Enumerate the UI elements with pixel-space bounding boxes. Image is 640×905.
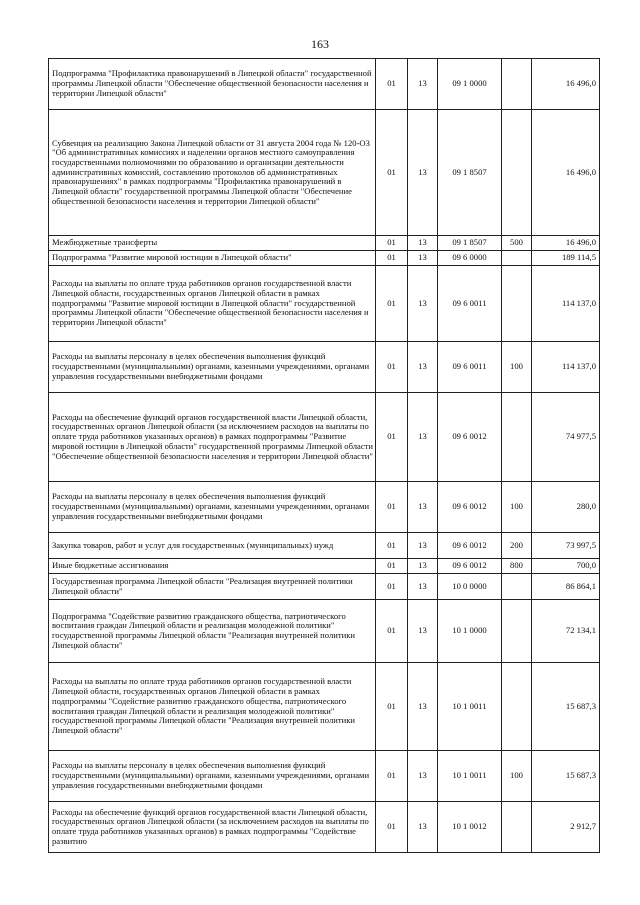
expense-name-cell: Расходы на обеспечение функций органов государственной власти Липецкой области, государственных органов Липецкой области (за исключением расходов на выплаты по оплате труда работников указанных органов) в рамках подпрограммы "Развитие мировой юстиции в Липецкой области" государственной программы Липецкой области "Обеспечение общественной безопасности населения и территории Липецкой области" (49, 393, 376, 482)
expense-type-cell (502, 802, 532, 853)
subsection-code-cell: 13 (408, 236, 438, 251)
target-article-cell: 10 1 0012 (438, 802, 502, 853)
amount-cell: 74 977,5 (532, 393, 600, 482)
amount-cell: 15 687,3 (532, 663, 600, 751)
subsection-code-cell: 13 (408, 559, 438, 574)
target-article-cell: 09 1 8507 (438, 236, 502, 251)
target-article-cell: 09 6 0011 (438, 342, 502, 393)
section-code-cell: 01 (376, 802, 408, 853)
subsection-code-cell: 13 (408, 393, 438, 482)
budget-table-body (49, 59, 600, 853)
subsection-code-cell: 13 (408, 600, 438, 663)
expense-name-cell: Расходы на выплаты по оплате труда работников органов государственной власти Липецкой области, государственных органов Липецкой области в рамках подпрограммы "Содействие развитию гражданского общества, патриотического воспитания граждан Липецкой области и реализация молодежной политики" государственной программы Липецкой области "Реализация внутренней политики Липецкой области" (49, 663, 376, 751)
amount-cell: 16 496,0 (532, 59, 600, 110)
expense-name-cell: Межбюджетные трансферты (49, 236, 376, 251)
table-row (49, 559, 600, 574)
expense-type-cell (502, 110, 532, 236)
expense-name-cell: Расходы на обеспечение функций органов государственной власти Липецкой области, государственных органов Липецкой области (за исключением расходов на выплаты по оплате труда работников указанных органов) в рамках подпрограммы "Содействие развитию (49, 802, 376, 853)
target-article-cell: 10 1 0011 (438, 751, 502, 802)
amount-cell: 72 134,1 (532, 600, 600, 663)
target-article-cell: 09 1 0000 (438, 59, 502, 110)
target-article-cell: 10 1 0000 (438, 600, 502, 663)
amount-cell: 114 137,0 (532, 266, 600, 342)
subsection-code-cell: 13 (408, 251, 438, 266)
amount-cell: 700,0 (532, 559, 600, 574)
amount-cell: 86 864,1 (532, 574, 600, 600)
expense-type-cell: 800 (502, 559, 532, 574)
expense-name-cell: Субвенция на реализацию Закона Липецкой области от 31 августа 2004 года № 120-ОЗ "Об административных комиссиях и наделении органов местного самоуправления государственными полномочиями по образованию и организации деятельности административных комиссий, составлению протоколов об административных правонарушениях" в рамках подпрограммы "Профилактика правонарушений в Липецкой области" государственной программы Липецкой области "Обеспечение общественной безопасности населения и территории Липецкой области" (49, 110, 376, 236)
section-code-cell: 01 (376, 663, 408, 751)
amount-cell: 16 496,0 (532, 110, 600, 236)
section-code-cell: 01 (376, 533, 408, 559)
section-code-cell: 01 (376, 559, 408, 574)
table-row (49, 110, 600, 236)
expense-type-cell: 100 (502, 751, 532, 802)
target-article-cell: 09 6 0012 (438, 559, 502, 574)
expense-type-cell (502, 266, 532, 342)
section-code-cell: 01 (376, 266, 408, 342)
section-code-cell: 01 (376, 59, 408, 110)
expense-type-cell: 500 (502, 236, 532, 251)
expense-name-cell: Закупка товаров, работ и услуг для государственных (муниципальных) нужд (49, 533, 376, 559)
expense-type-cell: 100 (502, 482, 532, 533)
subsection-code-cell: 13 (408, 574, 438, 600)
target-article-cell: 10 0 0000 (438, 574, 502, 600)
expense-type-cell (502, 600, 532, 663)
subsection-code-cell: 13 (408, 110, 438, 236)
expense-name-cell: Расходы на выплаты персоналу в целях обеспечения выполнения функций государственными (муниципальными) органами, казенными учреждениями, органами управления государственными внебюджетными фондами (49, 751, 376, 802)
table-row (49, 482, 600, 533)
page-number: 163 (311, 37, 329, 51)
table-row (49, 574, 600, 600)
expense-name-cell: Подпрограмма "Профилактика правонарушений в Липецкой области" государственной программы Липецкой области "Обеспечение общественной безопасности населения и территории Липецкой области" (49, 59, 376, 110)
target-article-cell: 09 6 0012 (438, 482, 502, 533)
section-code-cell: 01 (376, 342, 408, 393)
subsection-code-cell: 13 (408, 751, 438, 802)
section-code-cell: 01 (376, 251, 408, 266)
expense-type-cell (502, 393, 532, 482)
section-code-cell: 01 (376, 236, 408, 251)
section-code-cell: 01 (376, 600, 408, 663)
expense-name-cell: Государственная программа Липецкой области "Реализация внутренней политики Липецкой области" (49, 574, 376, 600)
table-row (49, 251, 600, 266)
subsection-code-cell: 13 (408, 802, 438, 853)
expense-name-cell: Подпрограмма "Развитие мировой юстиции в Липецкой области" (49, 251, 376, 266)
target-article-cell: 09 1 8507 (438, 110, 502, 236)
target-article-cell: 09 6 0000 (438, 251, 502, 266)
subsection-code-cell: 13 (408, 342, 438, 393)
amount-cell: 114 137,0 (532, 342, 600, 393)
expense-name-cell: Подпрограмма "Содействие развитию гражданского общества, патриотического воспитания граждан Липецкой области и реализация молодежной политики" государственной программы Липецкой области "Реализация внутренней политики Липецкой области" (49, 600, 376, 663)
table-row (49, 663, 600, 751)
subsection-code-cell: 13 (408, 663, 438, 751)
expense-name-cell: Расходы на выплаты персоналу в целях обеспечения выполнения функций государственными (муниципальными) органами, казенными учреждениями, органами управления государственными внебюджетными фондами (49, 482, 376, 533)
expense-name-cell: Расходы на выплаты персоналу в целях обеспечения выполнения функций государственными (муниципальными) органами, казенными учреждениями, органами управления государственными внебюджетными фондами (49, 342, 376, 393)
subsection-code-cell: 13 (408, 533, 438, 559)
subsection-code-cell: 13 (408, 482, 438, 533)
expense-type-cell (502, 251, 532, 266)
section-code-cell: 01 (376, 393, 408, 482)
expense-name-cell: Иные бюджетные ассигнования (49, 559, 376, 574)
expense-name-cell: Расходы на выплаты по оплате труда работников органов государственной власти Липецкой области, государственных органов Липецкой области в рамках подпрограммы "Развитие мировой юстиции в Липецкой области" государственной программы Липецкой области "Обеспечение общественной безопасности населения и территории Липецкой области" (49, 266, 376, 342)
amount-cell: 15 687,3 (532, 751, 600, 802)
target-article-cell: 09 6 0011 (438, 266, 502, 342)
table-row (49, 342, 600, 393)
table-row (49, 266, 600, 342)
amount-cell: 73 997,5 (532, 533, 600, 559)
target-article-cell: 09 6 0012 (438, 393, 502, 482)
amount-cell: 280,0 (532, 482, 600, 533)
expense-type-cell: 200 (502, 533, 532, 559)
target-article-cell: 10 1 0011 (438, 663, 502, 751)
table-row (49, 802, 600, 853)
expense-type-cell (502, 663, 532, 751)
table-row (49, 751, 600, 802)
table-row (49, 533, 600, 559)
expense-type-cell (502, 59, 532, 110)
amount-cell: 189 114,5 (532, 251, 600, 266)
expense-type-cell (502, 574, 532, 600)
table-row (49, 600, 600, 663)
table-row (49, 236, 600, 251)
subsection-code-cell: 13 (408, 266, 438, 342)
budget-table (48, 58, 600, 853)
section-code-cell: 01 (376, 482, 408, 533)
amount-cell: 2 912,7 (532, 802, 600, 853)
amount-cell: 16 496,0 (532, 236, 600, 251)
section-code-cell: 01 (376, 751, 408, 802)
section-code-cell: 01 (376, 574, 408, 600)
section-code-cell: 01 (376, 110, 408, 236)
expense-type-cell: 100 (502, 342, 532, 393)
target-article-cell: 09 6 0012 (438, 533, 502, 559)
table-row (49, 59, 600, 110)
table-row (49, 393, 600, 482)
subsection-code-cell: 13 (408, 59, 438, 110)
